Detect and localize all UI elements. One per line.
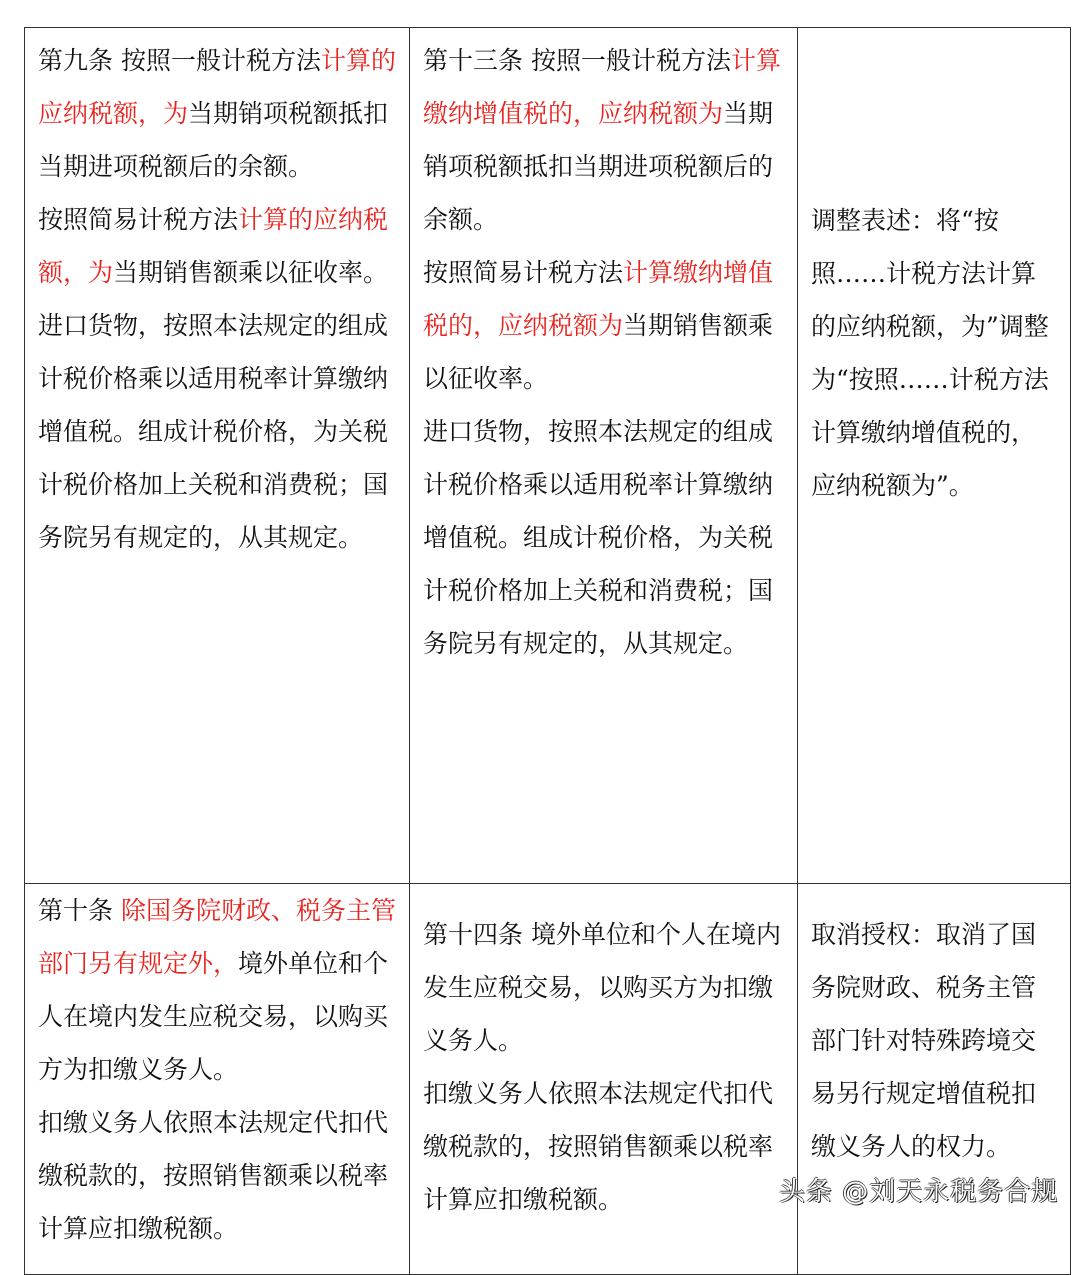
watermark: 头条 @刘天永税务合规 bbox=[779, 1177, 1059, 1207]
text-segment: 第十条 bbox=[38, 896, 121, 925]
change-note-cell bbox=[798, 28, 1071, 884]
new-law-cell bbox=[410, 884, 798, 1275]
paragraph bbox=[811, 908, 1058, 1173]
change-note-cell bbox=[779, 884, 1071, 1275]
text-segment: 第十四条 境外单位和个人在境内发生应税交易，以购买方为扣缴义务人。 bbox=[423, 920, 781, 1055]
text-segment: 按照简易计税方法 bbox=[38, 205, 239, 234]
text-segment: 按照简易计税方法 bbox=[423, 258, 624, 287]
text-segment: 取消授权：取消了国务院财政、税务主管部门针对特殊跨境交易另行规定增值税扣缴义务人的权力。 bbox=[811, 920, 1037, 1161]
paragraph bbox=[423, 1067, 785, 1226]
current-law-cell bbox=[25, 884, 410, 1275]
comparison-table bbox=[24, 27, 1071, 1275]
text-segment: 第十三条 按照一般计税方法 bbox=[423, 46, 731, 75]
text-segment: 调整表述：将“按照……计税方法计算的应纳税额，为”调整为“按照……计税方法计算缴纳增值税的，应纳税额为”。 bbox=[811, 206, 1049, 500]
new-law-cell bbox=[410, 28, 798, 884]
paragraph bbox=[38, 299, 397, 564]
paragraph bbox=[423, 405, 785, 670]
highlighted-text: 除国务院财政、税务主管部门另有规定外， bbox=[38, 896, 396, 978]
paragraph bbox=[38, 884, 397, 1096]
highlighted-text: 计算的应纳税额，为 bbox=[38, 46, 396, 128]
text-segment: 当期销售额乘以征收率。 bbox=[113, 258, 389, 287]
paragraph bbox=[38, 193, 397, 299]
text-segment: 扣缴义务人依照本法规定代扣代缴税款的，按照销售额乘以税率计算应扣缴税额。 bbox=[423, 1079, 774, 1214]
paragraph bbox=[423, 246, 785, 405]
table-row bbox=[25, 28, 1071, 884]
highlighted-text: 计算缴纳增值税的，应纳税额为 bbox=[423, 258, 774, 340]
paragraph bbox=[423, 908, 785, 1067]
highlighted-text: 计算缴纳增值税的，应纳税额为 bbox=[423, 46, 781, 128]
paragraph bbox=[811, 194, 1058, 512]
text-segment: 当期销项税额抵扣当期进项税额后的余额。 bbox=[38, 99, 389, 181]
text-segment: 进口货物，按照本法规定的组成计税价格乘以适用税率计算缴纳增值税。组成计税价格，为关税计税价格加上关税和消费税；国务院另有规定的，从其规定。 bbox=[423, 417, 774, 658]
text-segment: 第九条 按照一般计税方法 bbox=[38, 46, 321, 75]
text-segment: 进口货物，按照本法规定的组成计税价格乘以适用税率计算缴纳增值税。组成计税价格，为关税计税价格加上关税和消费税；国务院另有规定的，从其规定。 bbox=[38, 311, 389, 552]
current-law-cell bbox=[25, 28, 410, 884]
text-segment: 当期销项税额抵扣当期进项税额后的余额。 bbox=[423, 99, 774, 234]
paragraph bbox=[38, 1096, 397, 1255]
text-segment: 境外单位和个人在境内发生应税交易，以购买方为扣缴义务人。 bbox=[38, 949, 389, 1084]
table-row bbox=[25, 884, 1071, 1275]
paragraph bbox=[38, 34, 397, 193]
text-segment: 当期销售额乘以征收率。 bbox=[423, 311, 774, 393]
text-segment: 扣缴义务人依照本法规定代扣代缴税款的，按照销售额乘以税率计算应扣缴税额。 bbox=[38, 1108, 389, 1243]
highlighted-text: 计算的应纳税额，为 bbox=[38, 205, 389, 287]
paragraph bbox=[423, 34, 785, 246]
